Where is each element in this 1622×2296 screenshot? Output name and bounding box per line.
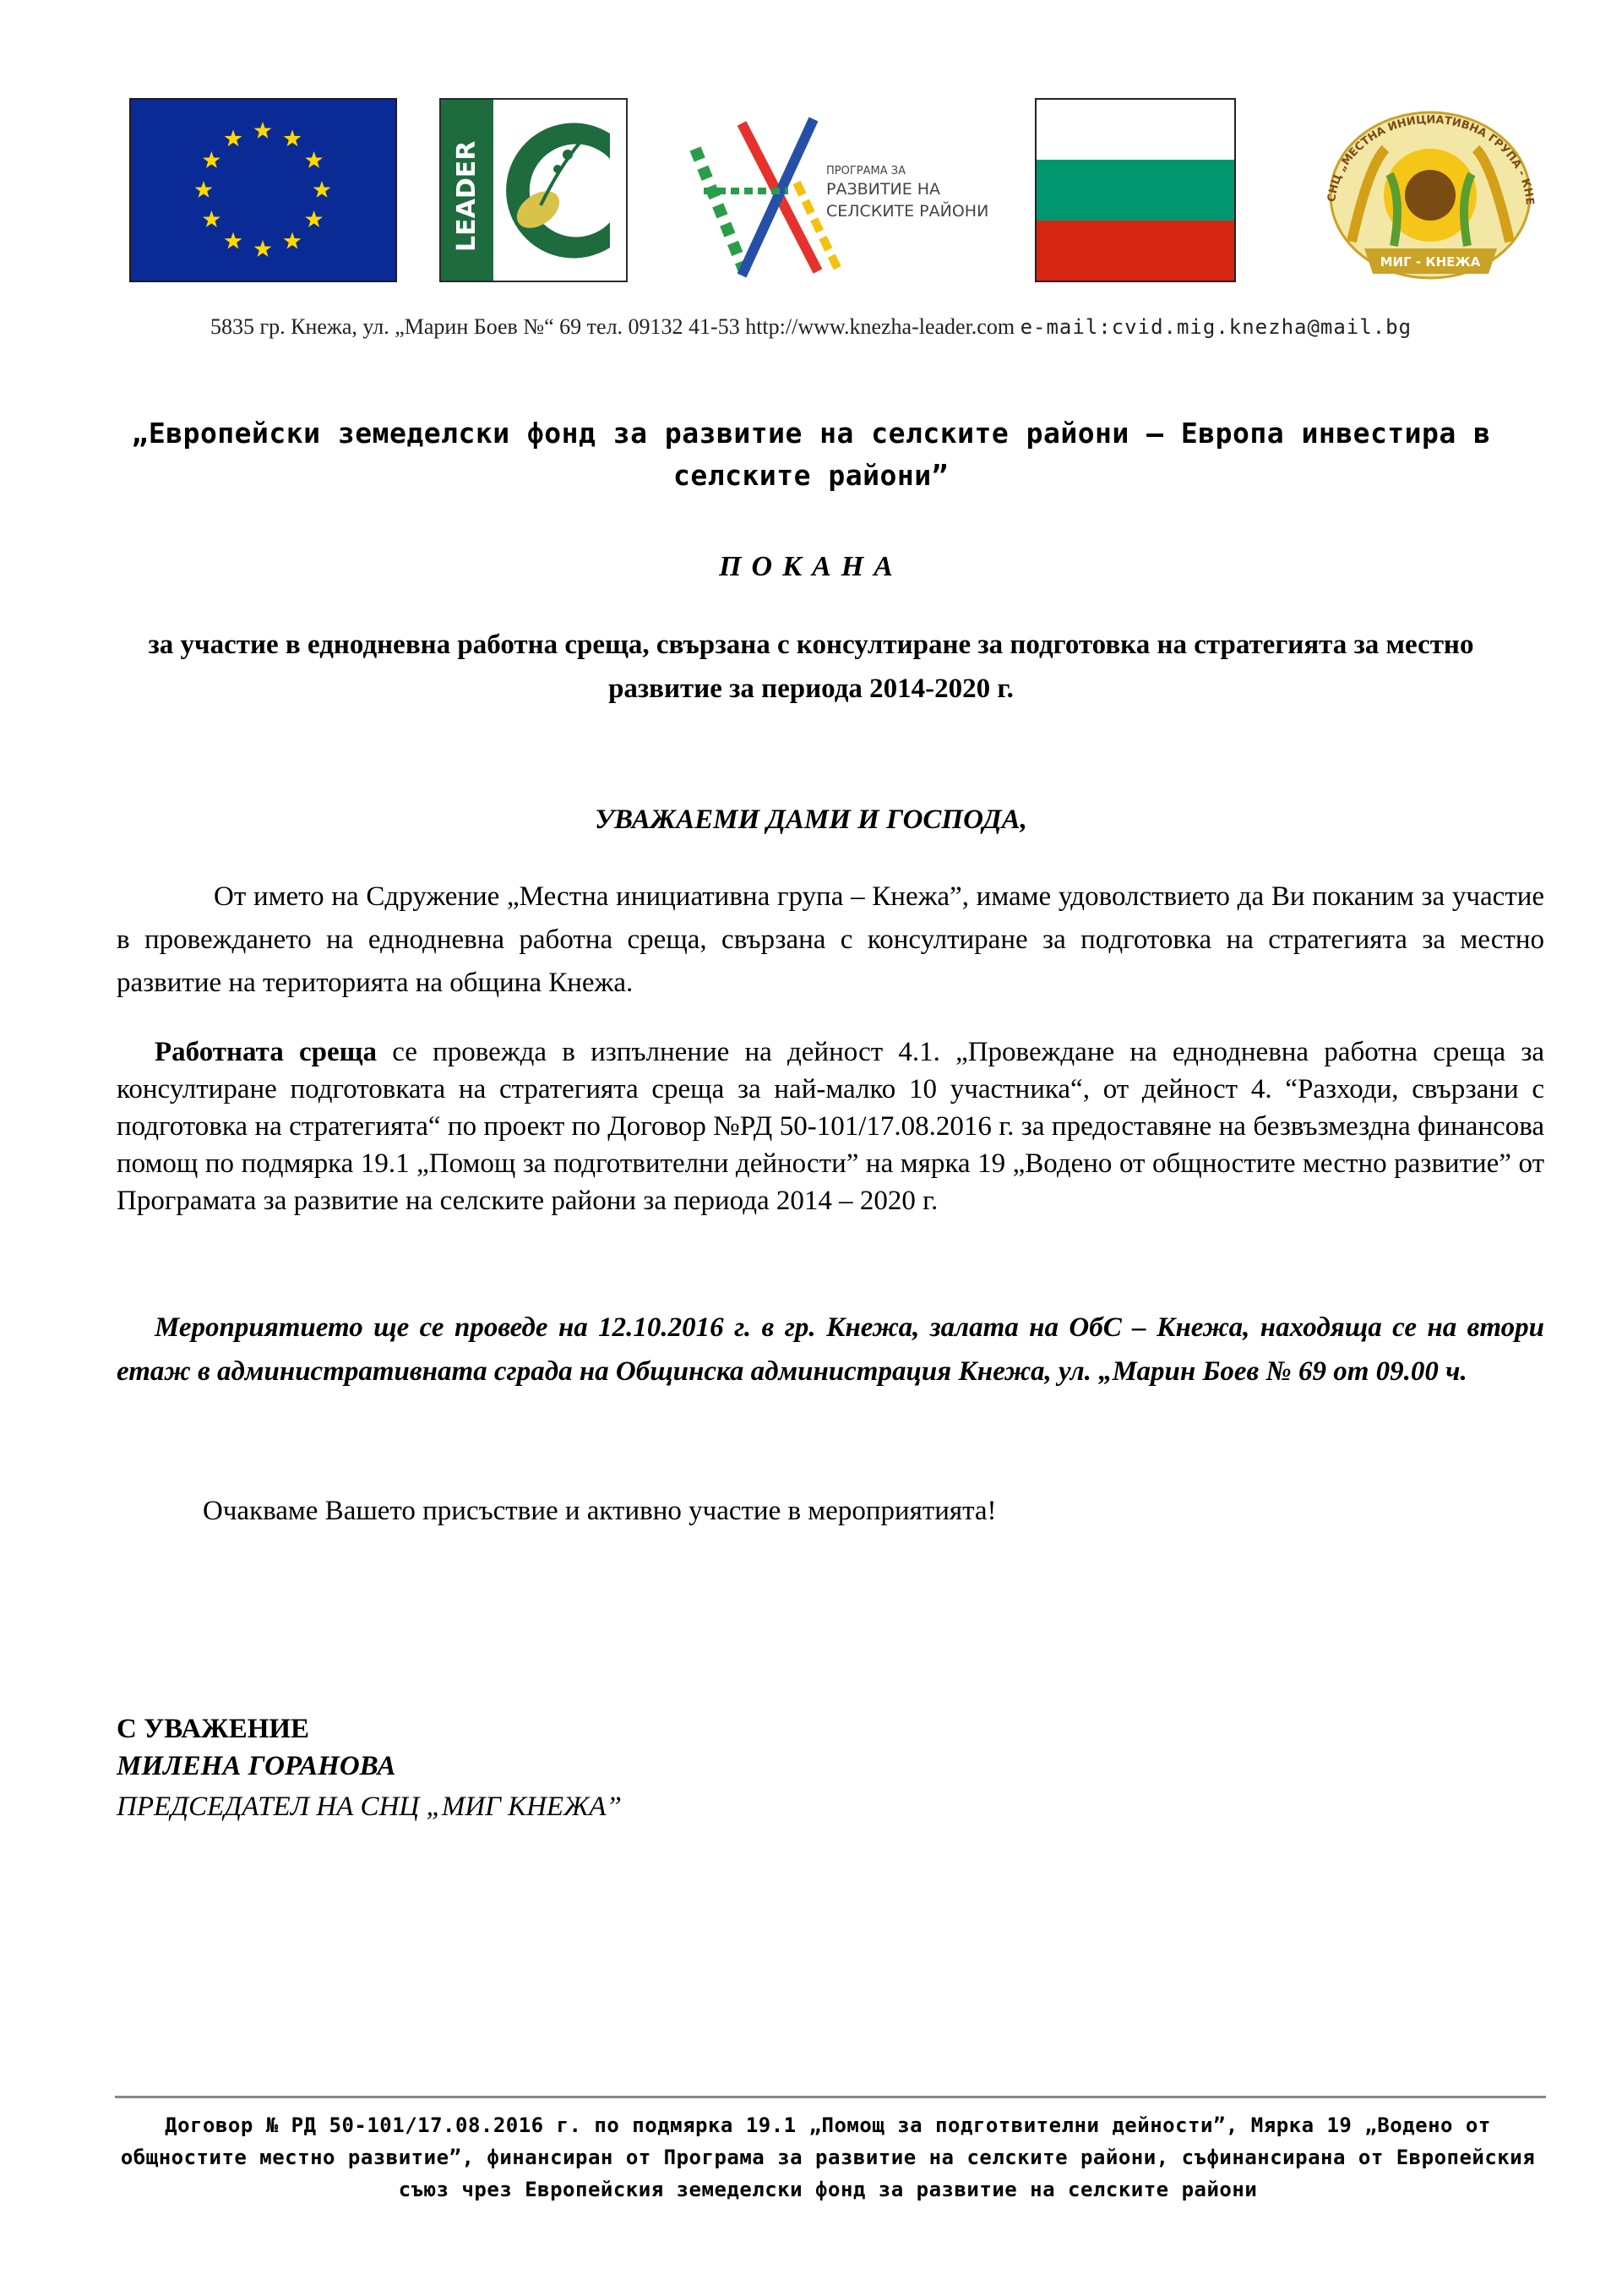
mig-knezha-logo <box>1301 98 1560 282</box>
eu-star-icon <box>254 240 272 257</box>
sunflower-wheat-emblem-icon <box>1301 98 1560 282</box>
eu-star-icon <box>203 151 220 168</box>
rural-program-icon <box>678 98 988 282</box>
contact-line <box>0 314 1622 340</box>
paragraph-intro: От името на Сдружение „Местна инициативна група – Кнежа”, имаме удоволствието да Ви поканим за участие в провеждането на еднодневна работна среща, свързана с консултиране за подготовка на стратегията за местно развитие на територията на община Кнежа. <box>117 881 1544 998</box>
eu-star-icon <box>225 129 242 146</box>
leader-emblem-icon <box>441 100 626 281</box>
eu-star-icon <box>254 122 272 139</box>
bulgaria-flag-icon <box>1035 98 1236 282</box>
program-line2: РАЗВИТИЕ НА <box>826 180 941 199</box>
invitation-subtitle: за участие в еднодневна работна среща, свързана с консултиране за подготовка на стратегията за местно развитие за периода 2014-2020 г. <box>148 630 1474 704</box>
signature-position: ПРЕДСЕДАТЕЛ НА СНЦ „МИГ КНЕЖА” <box>117 1792 622 1822</box>
eu-star-icon <box>284 129 302 146</box>
paragraph-meeting-details <box>117 1033 1544 1219</box>
program-line3: СЕЛСКИТЕ РАЙОНИ <box>826 202 988 221</box>
program-line1: ПРОГРАМА ЗА <box>826 165 906 177</box>
paragraph-meeting-lead: Работната среща <box>155 1037 377 1067</box>
eu-star-icon <box>313 181 331 198</box>
eu-flag-logo <box>129 98 397 282</box>
closing-sentence: Очакваме Вашето присъствие и активно участие в мероприятията! <box>203 1496 997 1526</box>
fund-title: „Европейски земеделски фонд за развитие на селските райони – Европа инвестира в селските райони” <box>131 417 1491 492</box>
footer-note: Договор № РД 50-101/17.08.2016 г. по подмярка 19.1 „Помощ за подготвителни дейности”, Мярка 19 „Водено от общностите местно развитие”, финансиран от Програма за развитие на селските райони, съфинансирана от Европейския съюз чрез Европейския земеделски фонд за развитие на селските райони <box>120 2113 1536 2201</box>
paragraph-meeting-rest: се провежда в изпълнение на дейност 4.1. „Провеждане на еднодневна работна среща за консултиране подготовката на стратегията среща за най-малко 10 участника“, от дейност 4. “Разходи, свързани с подготовка на стратегията“ по проект по Договор №РД 50-101/17.08.2016 г. за предоставяне на безвъзмездна финансова помощ по подмярка 19.1 „Помощ за подготвителни дейности” на мярка 19 „Водено от общностите местно развитие” от Програмата за развитие на селските райони за периода 2014 – 2020 г. <box>117 1037 1544 1216</box>
mig-arc-text: СНЦ „МЕСТНА ИНИЦИАТИВНА ГРУПА - КНЕ <box>1325 113 1537 206</box>
signature-name: МИЛЕНА ГОРАНОВА <box>117 1751 396 1781</box>
contact-email: e-mail:cvid.mig.knezha@mail.bg <box>1020 315 1412 339</box>
signature-regards: С УВАЖЕНИЕ <box>117 1714 310 1744</box>
eu-star-icon <box>203 210 220 227</box>
leader-logo <box>439 98 628 282</box>
program-logo <box>678 98 988 282</box>
paragraph-event-location: Мероприятието ще се проведе на 12.10.2016 г. в гр. Кнежа, залата на ОбС – Кнежа, находяща се на втори етаж в административната сграда на Общинска администрация Кнежа, ул. „Марин Боев № 69 от 09.00 ч. <box>117 1312 1544 1387</box>
contact-address: 5835 гр. Кнежа, ул. „Марин Боев №“ 69 тел. 09132 41-53 http://www.knezha-leader.com <box>210 314 1015 339</box>
mig-ribbon-text: МИГ - КНЕЖА <box>1380 254 1481 270</box>
footer-divider <box>115 2096 1546 2098</box>
leader-text: LEADER <box>452 140 482 252</box>
greeting: УВАЖАЕМИ ДАМИ И ГОСПОДА, <box>595 804 1027 835</box>
flag-stripe-red <box>1037 221 1234 281</box>
eu-stars-icon <box>131 100 395 281</box>
flag-stripe-white <box>1037 100 1234 160</box>
eu-star-icon <box>284 232 302 249</box>
eu-star-icon <box>195 181 213 198</box>
eu-star-icon <box>305 210 323 227</box>
eu-star-icon <box>225 232 242 249</box>
flag-stripe-green <box>1037 160 1234 220</box>
eu-star-icon <box>305 151 323 168</box>
invitation-heading: ПОКАНА <box>719 551 903 582</box>
